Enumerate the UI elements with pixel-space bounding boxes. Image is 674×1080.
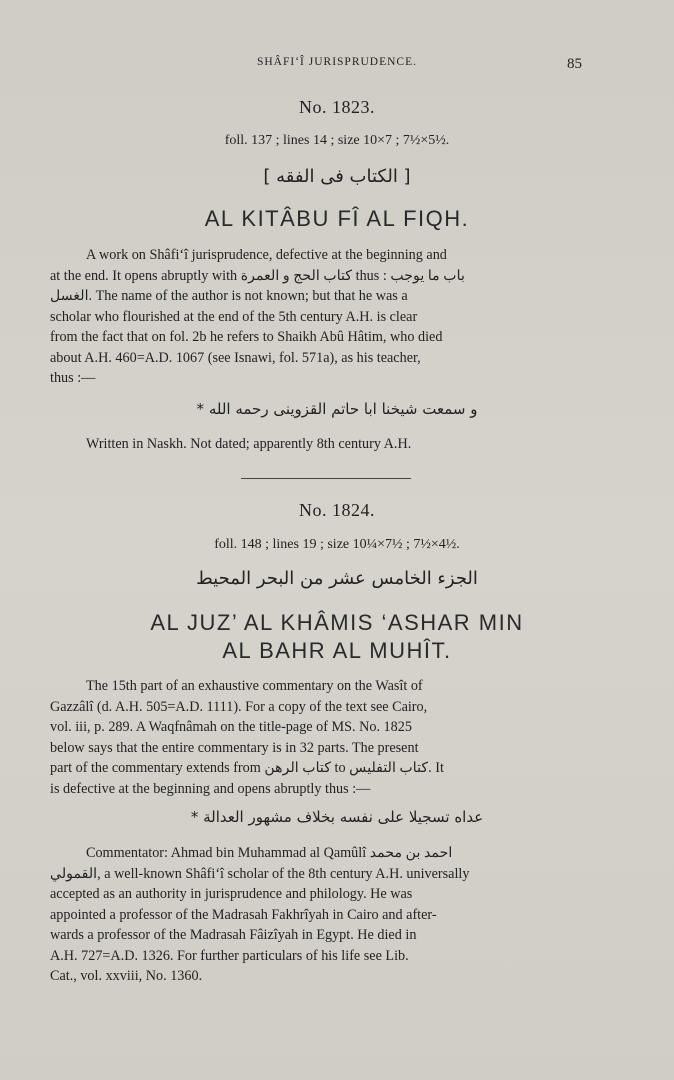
arabic-title-1823: [ الكتاب فى الفقه ] (263, 166, 411, 187)
text-line: A.H. 727=A.D. 1326. For further particulars of his life see Lib. (50, 947, 409, 964)
entry-title-1823: AL KITÂBU FÎ AL FIQH. (204, 206, 470, 231)
text-line: from the fact that on fol. 2b he refers to Shaikh Abû Hâtim, who died (50, 329, 443, 345)
text-line: A work on Shâfi‘î jurisprudence, defective at the beginning and (86, 247, 447, 263)
arabic-quote-1824: عداه تسجيلا على نفسه بخلاف مشهور العدالة * (190, 808, 484, 826)
text-line: scholar who flourished at the end of the 5th century A.H. is clear (50, 308, 418, 325)
arabic-quote-1823: و سمعت شيخنا ابا حاتم القزوينى رحمه الله * (196, 400, 478, 418)
entry-meta-1824: foll. 148 ; lines 19 ; size 10¼×7½ ; 7½×4½. (214, 537, 460, 552)
arabic-title-1824: الجزء الخامس عشر من البحر المحيط (196, 568, 478, 589)
section-divider (241, 478, 411, 479)
text-line: vol. iii, p. 289. A Waqfnâmah on the title-page of MS. No. 1825 (50, 719, 412, 735)
text-line: الغسل. The name of the author is not known; but that he was a (50, 288, 408, 304)
text-line: Gazzâlî (d. A.H. 505=A.D. 1111). For a copy of the text see Cairo, (50, 698, 428, 715)
page-number: 85 (567, 56, 582, 72)
text-line: below says that the entire commentary is in 32 parts. The present (50, 739, 419, 756)
description-1823 (50, 245, 582, 389)
text-line: Commentator: Ahmad bin Muhammad al Qamûlî احمد بن محمد (86, 845, 453, 861)
entry-title-1824-line2: AL BAHR AL MUHÎT. (222, 638, 452, 663)
entry-number-1823: No. 1823. (299, 97, 375, 117)
text-line: appointed a professor of the Madrasah Fakhrîyah in Cairo and after- (50, 906, 437, 923)
text-line: Written in Naskh. Not dated; apparently 8th century A.H. (86, 436, 412, 452)
text-line: القمولي, a well-known Shâfi‘î scholar of the 8th century A.H. universally (50, 865, 470, 882)
text-line: wards a professor of the Madrasah Fâizîyah in Egypt. He died in (50, 927, 417, 943)
text-line: Cat., vol. xxviii, No. 1360. (50, 968, 203, 984)
entry-number-1824: No. 1824. (299, 500, 375, 520)
entry-meta-1823: foll. 137 ; lines 14 ; size 10×7 ; 7½×5½. (224, 133, 450, 148)
note-1823 (50, 434, 582, 455)
text-line: thus :— (50, 370, 96, 386)
text-line: part of the commentary extends from كتاب الرهن to كتاب التفليس. It (50, 760, 444, 776)
running-head: SHÂFI‘Î JURISPRUDENCE. (256, 56, 418, 68)
text-line: about A.H. 460=A.D. 1067 (see Isnawi, fol. 571a), as his teacher, (50, 349, 421, 366)
commentator-1824 (50, 843, 582, 987)
text-line: accepted as an authority in jurisprudence and philology. He was (50, 886, 413, 902)
description-1824 (50, 676, 582, 799)
text-line: is defective at the beginning and opens abruptly thus :— (50, 780, 371, 797)
entry-title-1824-line1: AL JUZ’ AL KHÂMIS ‘ASHAR MIN (150, 610, 524, 635)
text-line: at the end. It opens abruptly with كتاب الحج و العمرة thus : باب ما يوجب (50, 267, 465, 284)
text-line: The 15th part of an exhaustive commentary on the Wasît of (86, 678, 423, 694)
